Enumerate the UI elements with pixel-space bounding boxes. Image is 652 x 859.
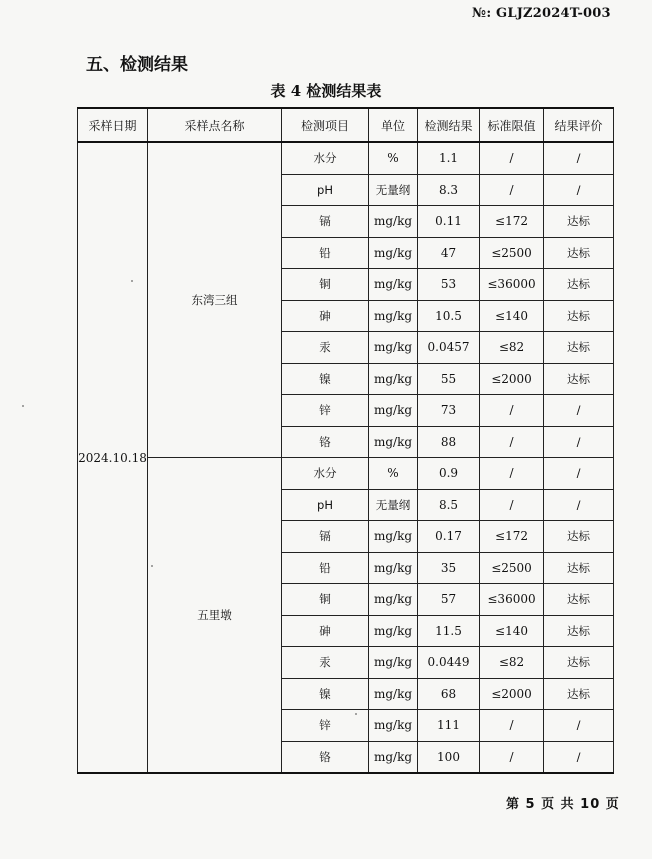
column-header: 采样日期: [78, 108, 148, 142]
unit-cell: mg/kg: [369, 615, 418, 647]
result-cell: 47: [418, 237, 480, 269]
evaluation-cell: 达标: [544, 552, 614, 584]
evaluation-cell: 达标: [544, 269, 614, 301]
item-cell: pH: [282, 174, 369, 206]
evaluation-cell: 达标: [544, 678, 614, 710]
evaluation-cell: /: [544, 426, 614, 458]
limit-cell: ≤140: [480, 300, 544, 332]
limit-cell: ≤172: [480, 206, 544, 238]
limit-cell: /: [480, 741, 544, 773]
item-cell: 镉: [282, 521, 369, 553]
limit-cell: ≤82: [480, 332, 544, 364]
limit-cell: /: [480, 489, 544, 521]
unit-cell: %: [369, 458, 418, 490]
evaluation-cell: /: [544, 741, 614, 773]
unit-cell: mg/kg: [369, 395, 418, 427]
evaluation-cell: /: [544, 489, 614, 521]
column-header: 标准限值: [480, 108, 544, 142]
result-cell: 100: [418, 741, 480, 773]
item-cell: 砷: [282, 300, 369, 332]
unit-cell: mg/kg: [369, 521, 418, 553]
item-cell: 铜: [282, 269, 369, 301]
result-cell: 57: [418, 584, 480, 616]
result-cell: 55: [418, 363, 480, 395]
unit-cell: mg/kg: [369, 237, 418, 269]
result-cell: 68: [418, 678, 480, 710]
item-cell: pH: [282, 489, 369, 521]
limit-cell: ≤36000: [480, 269, 544, 301]
evaluation-cell: /: [544, 142, 614, 174]
site-name-cell: 五里墩: [148, 458, 282, 774]
item-cell: 汞: [282, 647, 369, 679]
column-header: 单位: [369, 108, 418, 142]
evaluation-cell: 达标: [544, 615, 614, 647]
result-cell: 35: [418, 552, 480, 584]
limit-cell: ≤36000: [480, 584, 544, 616]
column-header: 检测结果: [418, 108, 480, 142]
result-cell: 111: [418, 710, 480, 742]
unit-cell: mg/kg: [369, 678, 418, 710]
evaluation-cell: 达标: [544, 363, 614, 395]
unit-cell: 无量纲: [369, 174, 418, 206]
evaluation-cell: 达标: [544, 647, 614, 679]
table-row: [78, 142, 614, 174]
result-cell: 10.5: [418, 300, 480, 332]
result-cell: 73: [418, 395, 480, 427]
limit-cell: ≤172: [480, 521, 544, 553]
item-cell: 镉: [282, 206, 369, 238]
result-cell: 88: [418, 426, 480, 458]
unit-cell: mg/kg: [369, 332, 418, 364]
unit-cell: mg/kg: [369, 552, 418, 584]
item-cell: 锌: [282, 395, 369, 427]
unit-cell: 无量纲: [369, 489, 418, 521]
evaluation-cell: /: [544, 458, 614, 490]
item-cell: 铜: [282, 584, 369, 616]
scan-speck: [22, 405, 24, 407]
evaluation-cell: 达标: [544, 584, 614, 616]
unit-cell: %: [369, 142, 418, 174]
limit-cell: ≤2500: [480, 552, 544, 584]
item-cell: 铬: [282, 426, 369, 458]
scan-speck: [151, 565, 153, 567]
limit-cell: ≤2500: [480, 237, 544, 269]
column-header: 检测项目: [282, 108, 369, 142]
unit-cell: mg/kg: [369, 300, 418, 332]
table-header: [78, 108, 614, 142]
limit-cell: ≤82: [480, 647, 544, 679]
limit-cell: /: [480, 426, 544, 458]
unit-cell: mg/kg: [369, 584, 418, 616]
unit-cell: mg/kg: [369, 426, 418, 458]
sampling-date-cell: 2024.10.18: [78, 142, 148, 773]
result-cell: 0.0449: [418, 647, 480, 679]
limit-cell: ≤2000: [480, 678, 544, 710]
table-title: 表 4 检测结果表: [270, 82, 382, 100]
item-cell: 镍: [282, 678, 369, 710]
scan-speck: [355, 713, 357, 715]
table-body: [78, 142, 614, 773]
page-footer: 第 5 页 共 10 页: [506, 797, 620, 812]
item-cell: 铬: [282, 741, 369, 773]
evaluation-cell: 达标: [544, 332, 614, 364]
result-cell: 1.1: [418, 142, 480, 174]
document-number: №: GLJZ2024T-003: [472, 6, 611, 21]
result-cell: 8.5: [418, 489, 480, 521]
limit-cell: /: [480, 458, 544, 490]
table-row: [78, 458, 614, 490]
unit-cell: mg/kg: [369, 647, 418, 679]
item-cell: 镍: [282, 363, 369, 395]
limit-cell: /: [480, 142, 544, 174]
result-cell: 53: [418, 269, 480, 301]
limit-cell: ≤140: [480, 615, 544, 647]
results-table: [77, 107, 614, 774]
unit-cell: mg/kg: [369, 206, 418, 238]
evaluation-cell: /: [544, 174, 614, 206]
column-header: 采样点名称: [148, 108, 282, 142]
result-cell: 0.9: [418, 458, 480, 490]
evaluation-cell: 达标: [544, 237, 614, 269]
unit-cell: mg/kg: [369, 363, 418, 395]
section-title: 五、检测结果: [86, 55, 188, 75]
header-row: [78, 108, 614, 142]
unit-cell: mg/kg: [369, 710, 418, 742]
item-cell: 水分: [282, 142, 369, 174]
site-name-cell: 东湾三组: [148, 142, 282, 458]
limit-cell: /: [480, 174, 544, 206]
item-cell: 水分: [282, 458, 369, 490]
evaluation-cell: 达标: [544, 521, 614, 553]
item-cell: 砷: [282, 615, 369, 647]
result-cell: 8.3: [418, 174, 480, 206]
evaluation-cell: 达标: [544, 206, 614, 238]
scan-speck: [131, 280, 133, 282]
item-cell: 锌: [282, 710, 369, 742]
item-cell: 铅: [282, 237, 369, 269]
limit-cell: /: [480, 395, 544, 427]
column-header: 结果评价: [544, 108, 614, 142]
result-cell: 0.0457: [418, 332, 480, 364]
unit-cell: mg/kg: [369, 741, 418, 773]
unit-cell: mg/kg: [369, 269, 418, 301]
evaluation-cell: /: [544, 710, 614, 742]
evaluation-cell: /: [544, 395, 614, 427]
result-cell: 0.17: [418, 521, 480, 553]
item-cell: 汞: [282, 332, 369, 364]
limit-cell: /: [480, 710, 544, 742]
limit-cell: ≤2000: [480, 363, 544, 395]
item-cell: 铅: [282, 552, 369, 584]
result-cell: 0.11: [418, 206, 480, 238]
evaluation-cell: 达标: [544, 300, 614, 332]
result-cell: 11.5: [418, 615, 480, 647]
